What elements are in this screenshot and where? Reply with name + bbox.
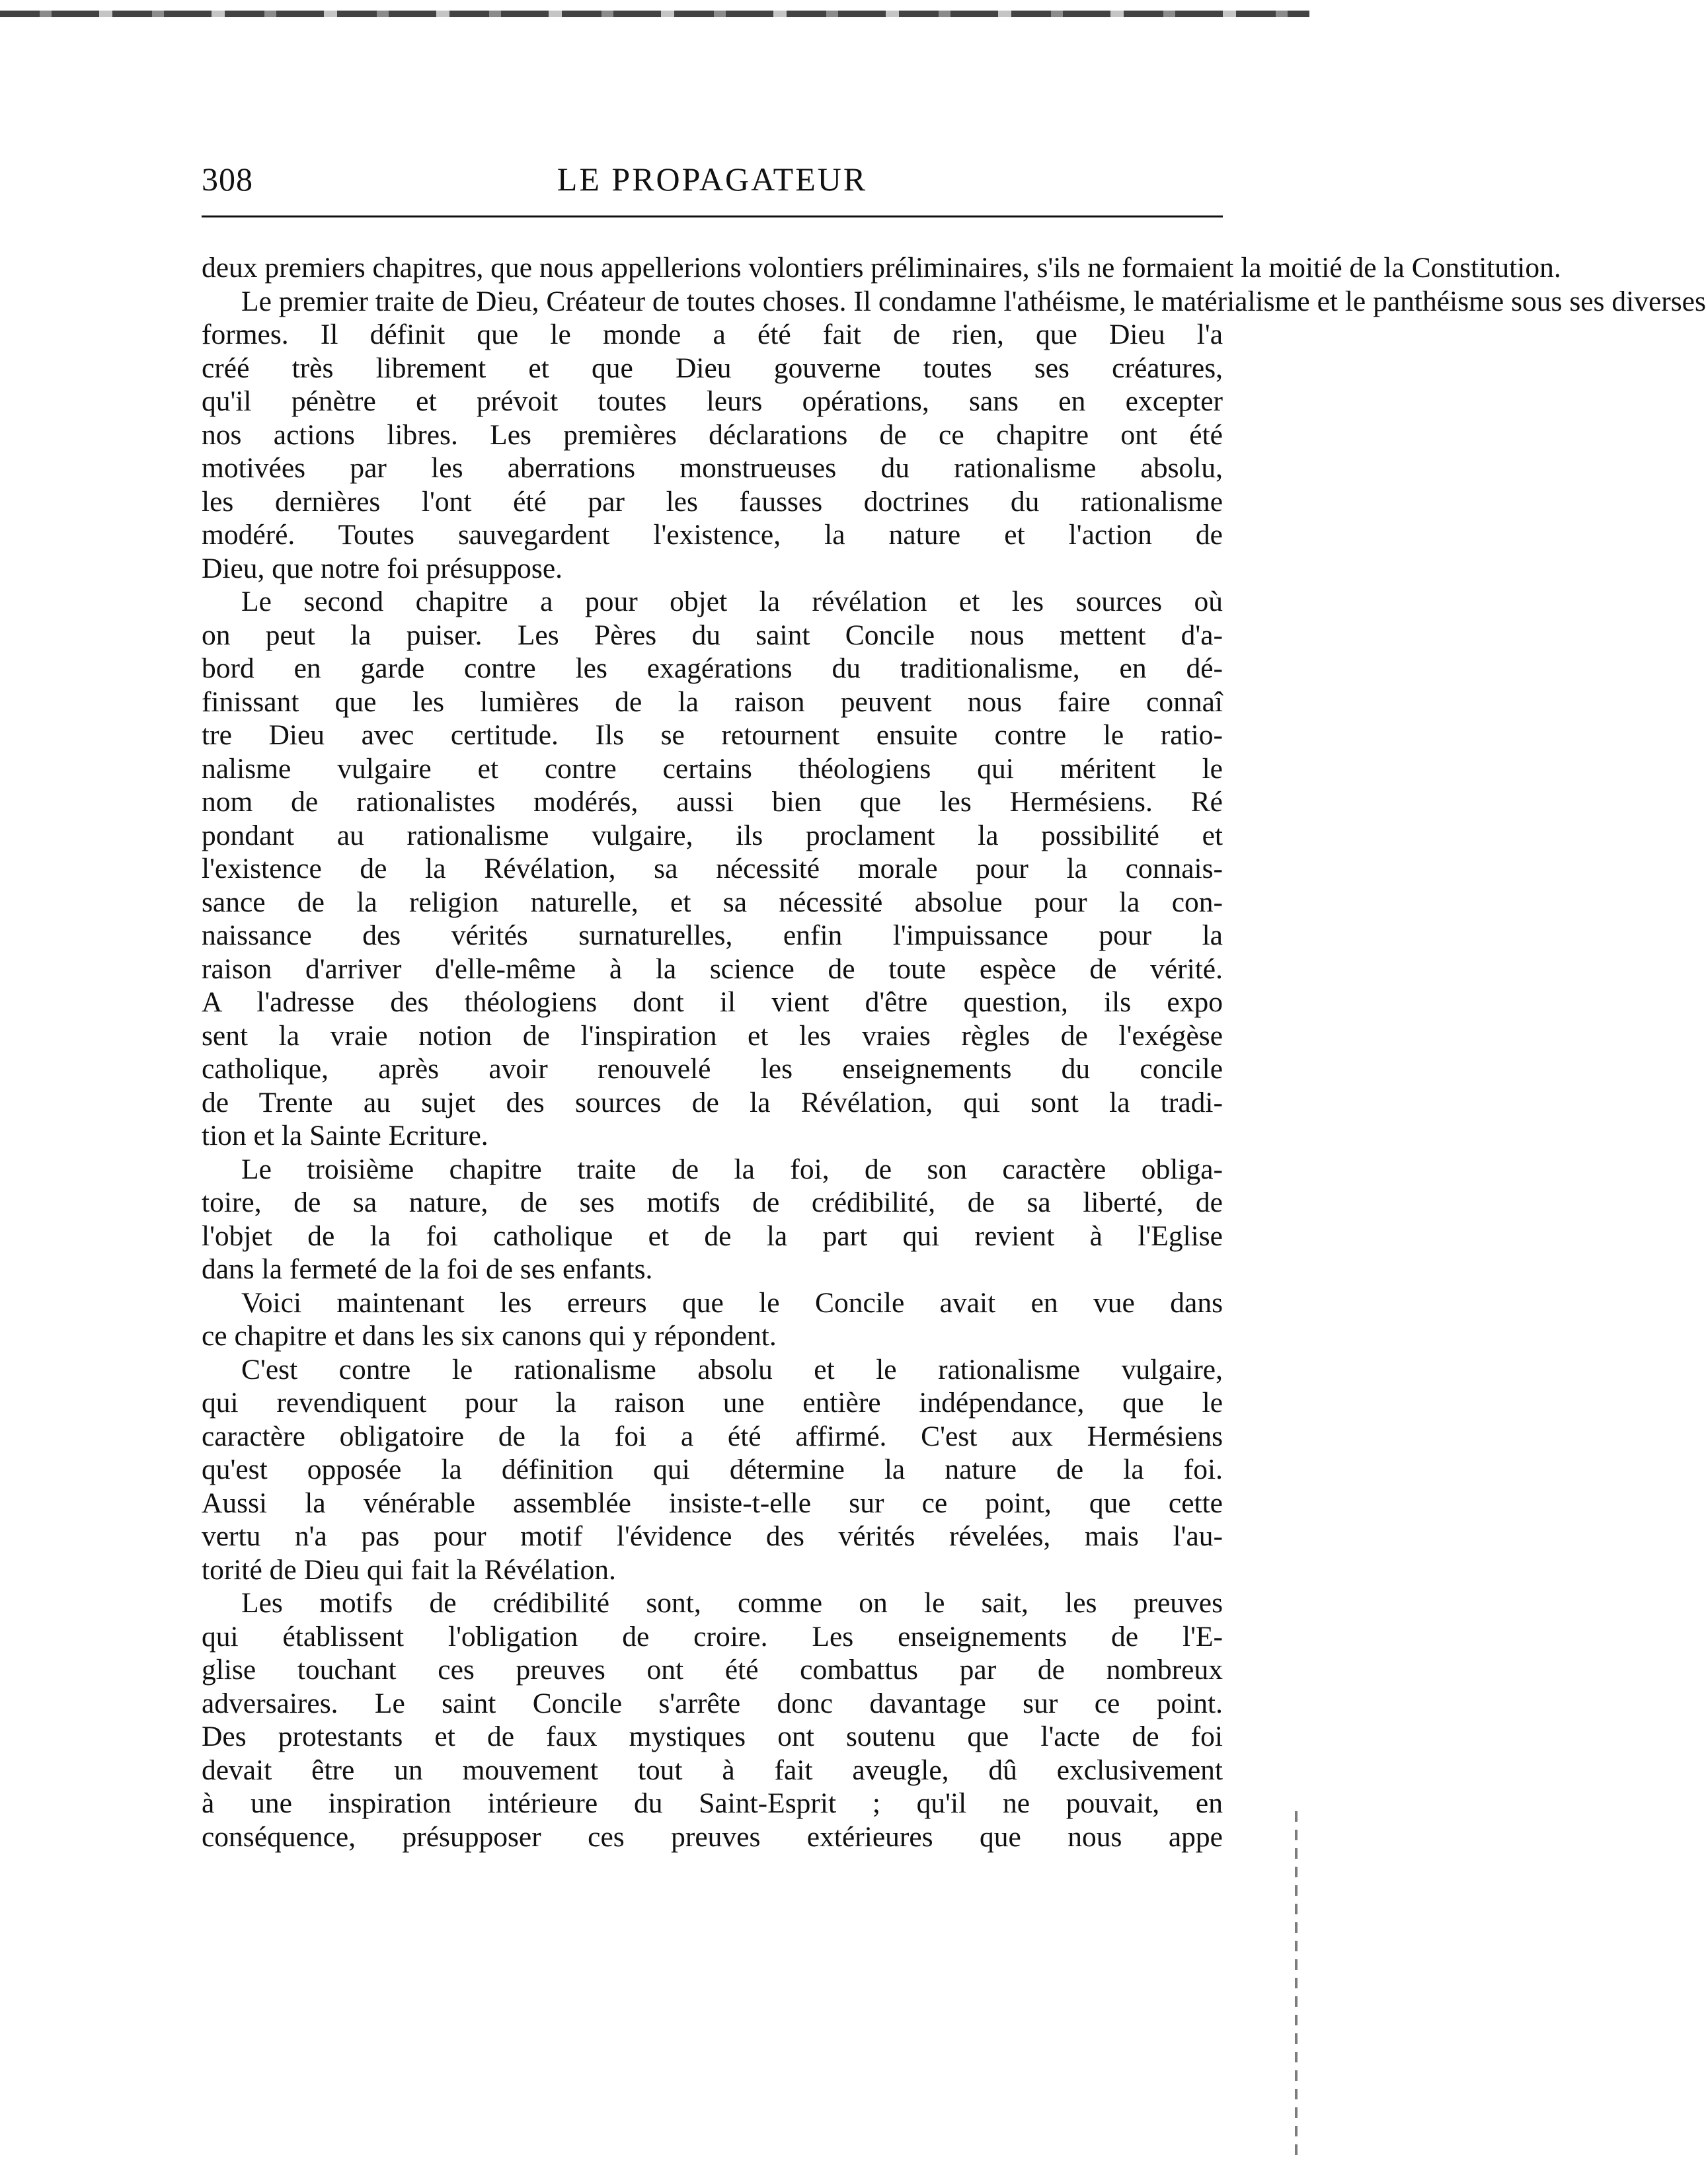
text-line: nalisme vulgaire et contre certains théologiens qui méritent le	[202, 752, 1223, 785]
text-line: finissant que les lumières de la raison peuvent nous faire connaî	[202, 685, 1223, 718]
text-line: torité de Dieu qui fait la Révélation.	[202, 1553, 616, 1586]
page-number: 308	[202, 161, 253, 198]
text-line: Des protestants et de faux mystiques ont soutenu que l'acte de foi	[202, 1721, 1223, 1752]
text-line: modéré. Toutes sauvegardent l'existence, la nature et l'action de	[202, 519, 1223, 551]
scan-edge-right	[1295, 1811, 1298, 2155]
text-line: motivées par les aberrations monstrueuses du rationalisme absolu,	[202, 452, 1223, 484]
text-line: l'objet de la foi catholique et de la part qui revient à l'Eglise	[202, 1220, 1223, 1252]
text-line: toire, de sa nature, de ses motifs de crédibilité, de sa liberté, de	[202, 1187, 1223, 1218]
text-line: nos actions libres. Les premières déclarations de ce chapitre ont été	[202, 418, 1223, 451]
text-line: créé très librement et que Dieu gouverne toutes ses créatures,	[202, 352, 1223, 384]
text-line: qu'est opposée la définition qui détermine la nature de la foi.	[202, 1454, 1223, 1485]
text-line: ce chapitre et dans les six canons qui y répondent.	[202, 1320, 777, 1352]
header-rule	[202, 215, 1223, 217]
text-line: Le troisième chapitre traite de la foi, de son caractère obliga-	[241, 1153, 1223, 1185]
text-line: glise touchant ces preuves ont été combattus par de nombreux	[202, 1654, 1223, 1686]
text-line: dans la fermeté de la foi de ses enfants.	[202, 1253, 653, 1285]
text-line: Les motifs de crédibilité sont, comme on le sait, les preuves	[241, 1587, 1223, 1619]
text-line: Aussi la vénérable assemblée insiste-t-elle sur ce point, que cette	[202, 1487, 1223, 1519]
text-line: qui établissent l'obligation de croire. Les enseignements de l'E-	[202, 1620, 1223, 1653]
scan-edge-top	[0, 11, 1309, 17]
text-line: pondant au rationalisme vulgaire, ils proclament la possibilité et	[202, 819, 1223, 851]
text-line: qui revendiquent pour la raison une entière indépendance, que le	[202, 1387, 1223, 1419]
text-line: catholique, après avoir renouvelé les enseignements du concile	[202, 1053, 1223, 1085]
text-line: caractère obligatoire de la foi a été affirmé. C'est aux Hermésiens	[202, 1420, 1223, 1452]
running-head: LE PROPAGATEUR	[557, 161, 868, 198]
page-header	[202, 160, 1223, 208]
text-line: conséquence, présupposer ces preuves extérieures que nous appe	[202, 1820, 1223, 1853]
text-line: de Trente au sujet des sources de la Révélation, qui sont la tradi-	[202, 1086, 1223, 1118]
text-line: A l'adresse des théologiens dont il vient d'être question, ils expo	[202, 986, 1223, 1018]
text-line: Le premier traite de Dieu, Créateur de toutes choses. Il condamne l'athéisme, le matérialisme et le panthéisme sous ses diverses	[241, 285, 1706, 317]
text-line: Dieu, que notre foi présuppose.	[202, 552, 563, 584]
text-line: naissance des vérités surnaturelles, enfin l'impuissance pour la	[202, 919, 1223, 951]
text-line: Le second chapitre a pour objet la révélation et les sources où	[241, 586, 1223, 617]
text-line: à une inspiration intérieure du Saint-Esprit ; qu'il ne pouvait, en	[202, 1787, 1223, 1819]
text-line: Voici maintenant les erreurs que le Concile avait en vue dans	[241, 1286, 1223, 1319]
text-line: raison d'arriver d'elle-même à la science de toute espèce de vérité.	[202, 953, 1223, 985]
text-line: l'existence de la Révélation, sa nécessité morale pour la connais-	[202, 853, 1223, 884]
text-line: devait être un mouvement tout à fait aveugle, dû exclusivement	[202, 1754, 1223, 1786]
text-line: tion et la Sainte Ecriture.	[202, 1120, 488, 1151]
text-line: on peut la puiser. Les Pères du saint Concile nous mettent d'a-	[202, 619, 1223, 651]
text-line: tre Dieu avec certitude. Ils se retournent ensuite contre le ratio-	[202, 719, 1223, 751]
text-line: C'est contre le rationalisme absolu et le rationalisme vulgaire,	[241, 1353, 1223, 1385]
text-line: sent la vraie notion de l'inspiration et les vraies règles de l'exégèse	[202, 1019, 1223, 1052]
text-line: deux premiers chapitres, que nous appellerions volontiers préliminaires, s'ils ne formaient la moitié de la Constitution.	[202, 252, 1561, 284]
text-line: nom de rationalistes modérés, aussi bien que les Hermésiens. Ré	[202, 786, 1223, 818]
body-text	[202, 251, 1706, 1853]
text-line: les dernières l'ont été par les fausses doctrines du rationalisme	[202, 485, 1223, 518]
text-line: bord en garde contre les exagérations du traditionalisme, en dé-	[202, 652, 1223, 684]
text-line: formes. Il définit que le monde a été fait de rien, que Dieu l'a	[202, 319, 1223, 350]
text-line: adversaires. Le saint Concile s'arrête donc davantage sur ce point.	[202, 1687, 1223, 1719]
text-line: qu'il pénètre et prévoit toutes leurs opérations, sans en excepter	[202, 385, 1223, 417]
text-line: vertu n'a pas pour motif l'évidence des vérités révelées, mais l'au-	[202, 1520, 1223, 1552]
text-line: sance de la religion naturelle, et sa nécessité absolue pour la con-	[202, 886, 1223, 918]
